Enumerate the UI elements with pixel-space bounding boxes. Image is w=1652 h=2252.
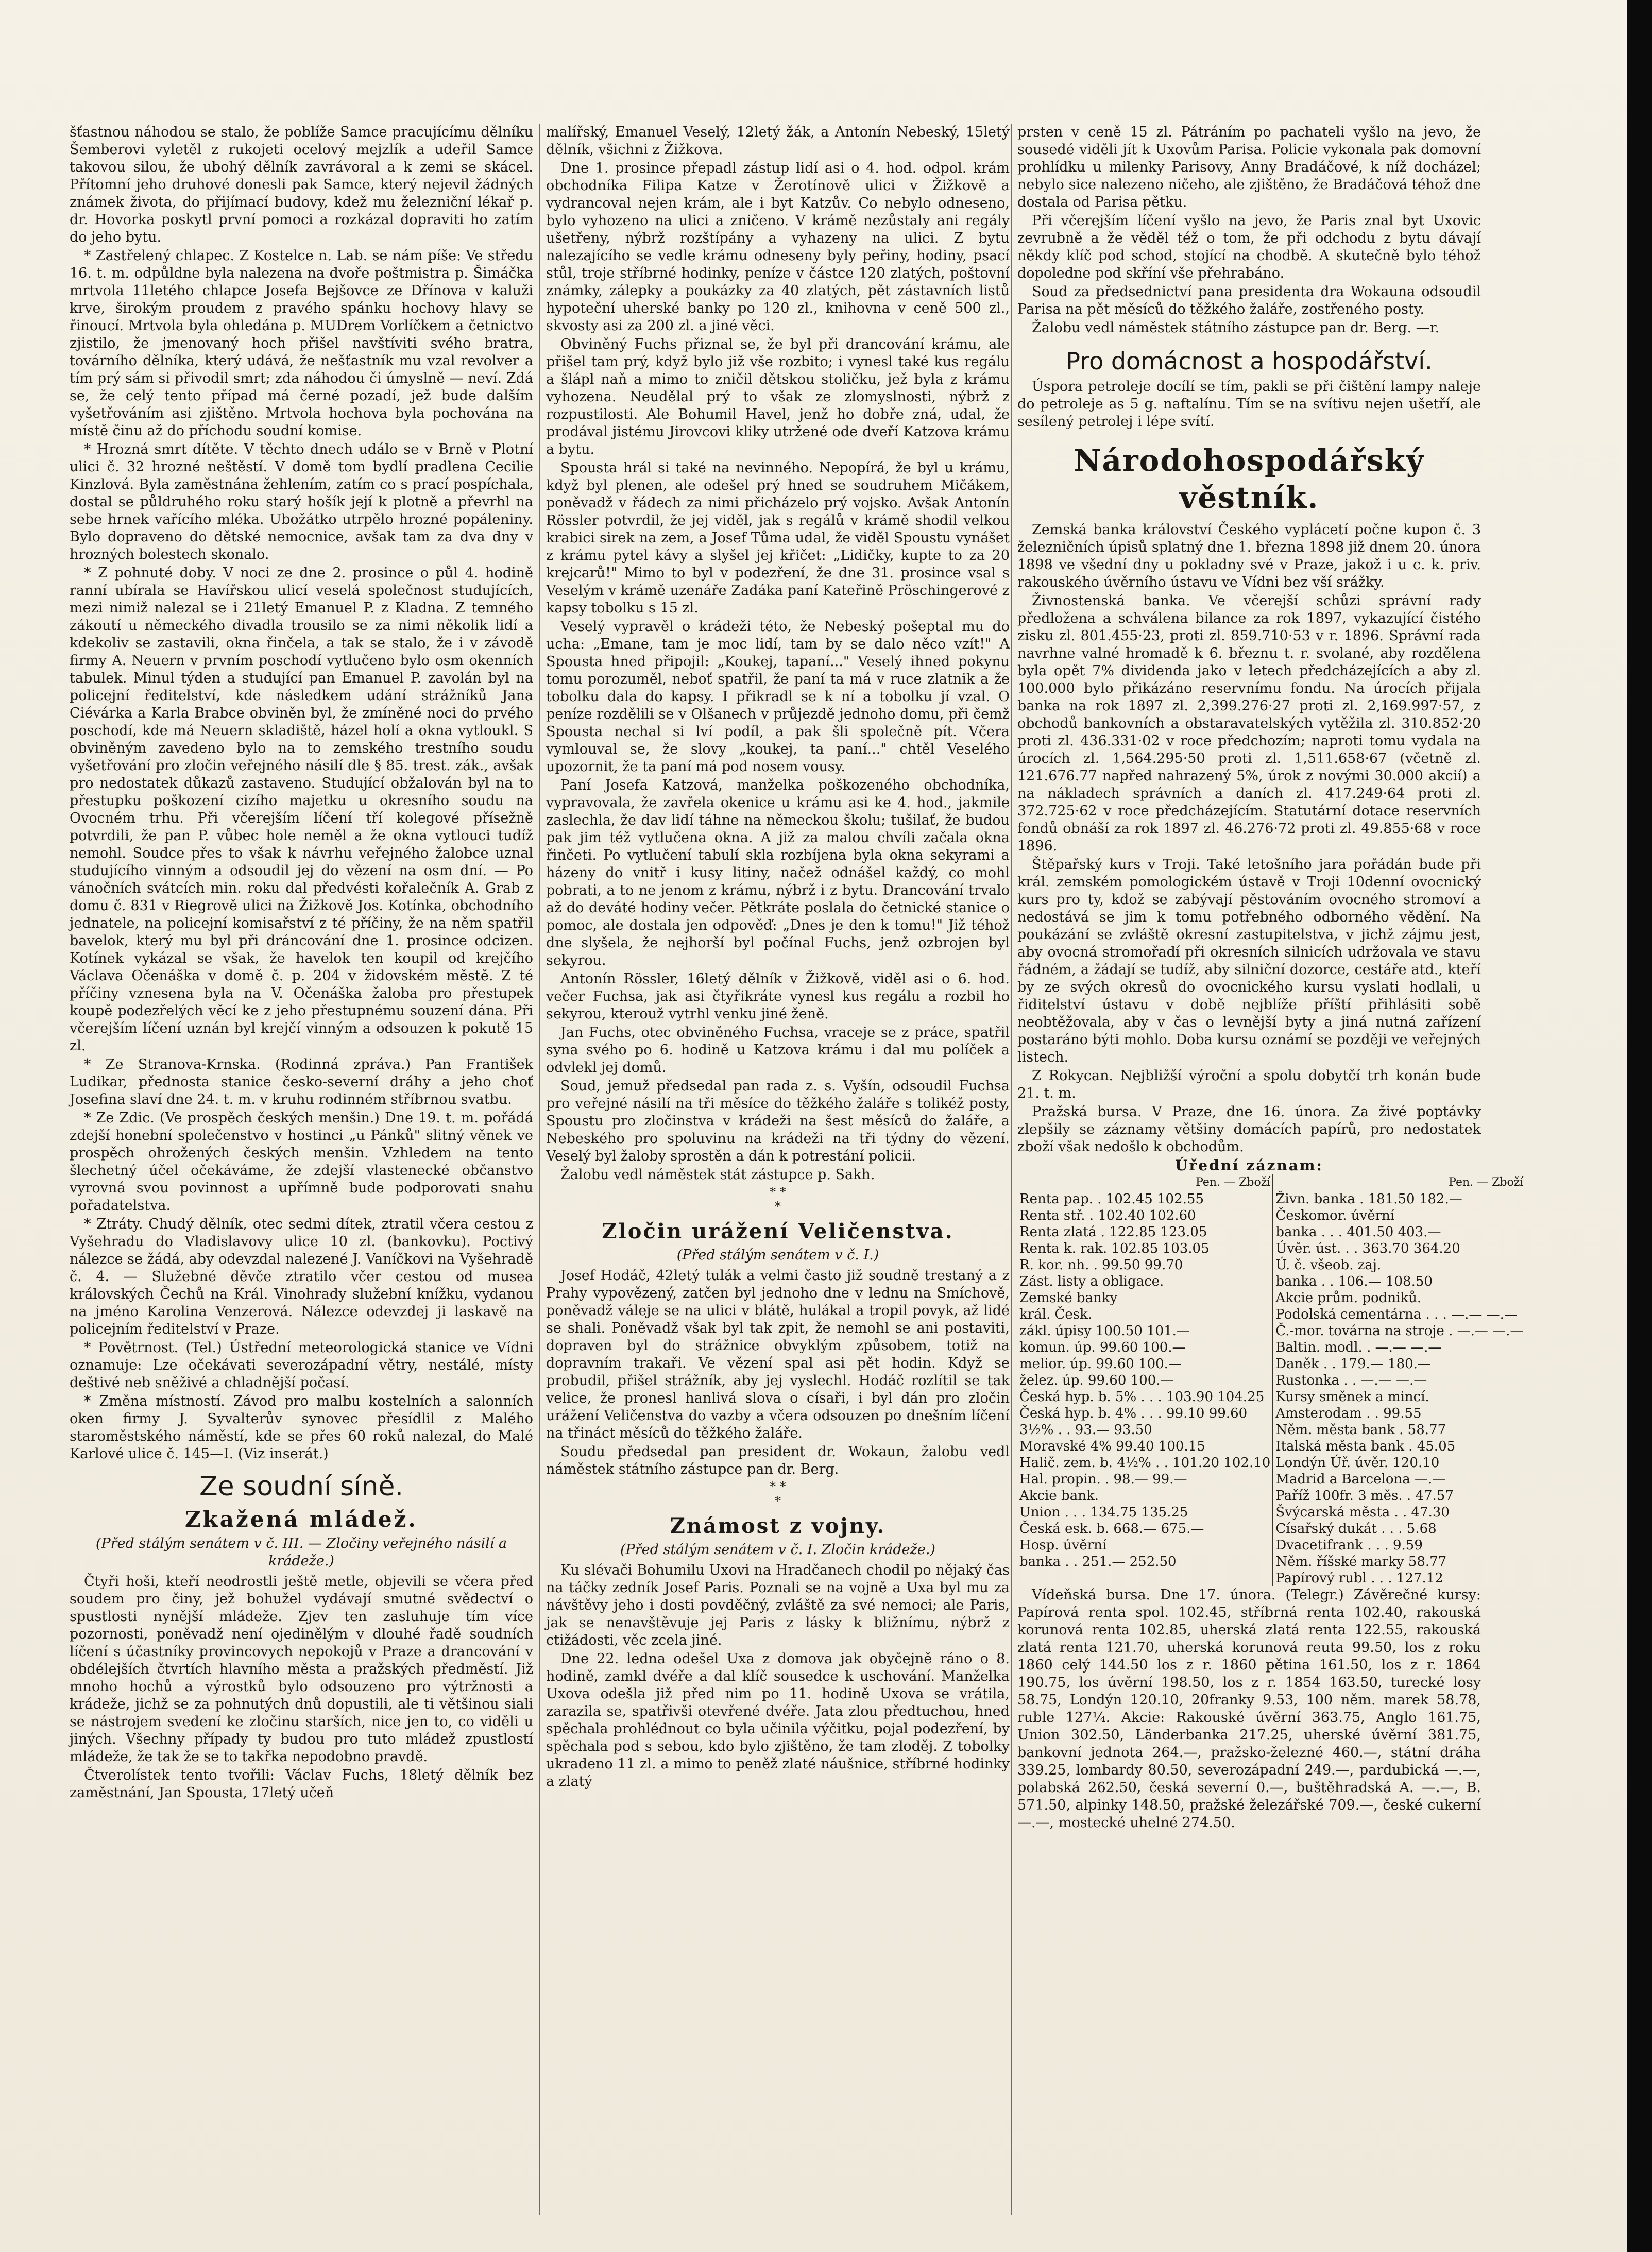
market-cell: Švýcarská města . . 47.30 (1273, 1504, 1525, 1521)
section-title: Národohospodářský věstník. (1074, 443, 1425, 515)
market-cell: Císařský dukát . . . 5.68 (1273, 1521, 1525, 1537)
article-paragraph: Vídeňská bursa. Dne 17. února. (Telegr.) Závěrečné kursy: Papírová renta spol. 102.45, stříbrná renta 102.40, rakouská korunová renta 102.85, uherská zlatá renta 122.55, rakouská zlatá renta 121.70, uherská korunová reuta 99.50, los z roku 1860 celý 144.50 los z r. 1860 pětina 161.50, los z r. 1864 190.75, los úvěrní 198.50, los z r. 1854 163.50, turecké losy 58.75, Londýn 120.10, 20franky 9.53, 100 něm. marek 58.78, ruble 127¼. Akcie: Rakouské úvěrní 363.75, Anglo 161.75, Union 302.50, Länderbanka 217.25, uherské úvěrní 381.75, bankovní jednota 264.—, pražsko-železné 460.—, státní dráha 339.25, lombardy 80.50, severozápadní 249.—, pardubická —.—, polabská 262.50, česká severní 0.—, buštěhradská A. —.—, B. 571.50, alpinky 148.50, pražské železářské 709.—, české cukerní —.—, mostecké uhelné 274.50. (1017, 1587, 1481, 1831)
market-cell: Renta stř. . 102.40 102.60 (1019, 1208, 1196, 1223)
market-row (1017, 1471, 1525, 1488)
news-paragraph: * Ztráty. Chudý dělník, otec sedmi dítek, ztratil včera cestou z Vyšehradu do Vladislavovy ulice 10 zl. (bankovku). Poctivý nálezce se žádá, aby odevzdal nalezené J. Vaníčkovi na Vyšehradě č. 4. — Služebné děvče ztratilo včer cestou od musea královských Čechů na Král. Vinohrady služební knížku, vydanou na jméno Karolina Venzerová. Nálezce odevzdej ji laskavě na policejním ředitelství v Praze. (70, 1216, 533, 1337)
market-cell: Zást. listy a obligace. (1019, 1274, 1164, 1289)
column-left (70, 124, 533, 2220)
news-paragraph: * Ze Stranova-Krnska. (Rodinná zpráva.) Pan František Ludikar, přednosta stanice česko-severní dráhy a jeho choť Josefina slaví dne 24. t. m. v kruhu rodinném stříbrnou svatbu. (70, 1056, 533, 1107)
market-cell: Baltin. modl. . —.— —.— (1273, 1339, 1525, 1356)
market-cell: banka . . 106.— 108.50 (1273, 1273, 1525, 1290)
market-cell: Dvacetifrank . . . 9.59 (1273, 1537, 1525, 1554)
market-cell: zákl. úpisy 100.50 101.— (1019, 1323, 1190, 1339)
market-table-title: Úřední záznam: (1175, 1157, 1323, 1174)
market-cell: Amsterodam . . 99.55 (1273, 1405, 1525, 1422)
market-cell: komun. úp. 99.60 100.— (1019, 1340, 1186, 1355)
market-column-header: Pen. — Zboží (1273, 1174, 1525, 1191)
market-row (1017, 1290, 1525, 1306)
market-cell: Daněk . . 179.— 180.— (1273, 1356, 1525, 1372)
article-paragraph: Josef Hodáč, 42letý tulák a velmi často již soudně trestaný a z Prahy vypovězený, zatčen byl jednoho dne v lednu na Smíchově, poněvadž váleje se na ulici v blátě, hulákal a tropil povyk, až lidé se shali. Poněvadž však byl tak zpit, že nemohl se ani postaviti, dopraven byl do strážnice obvyklým způsobem, totiž na dopravním trakaři. Ve vězení spal asi pět hodin. Když se probudil, přišel strážník, aby jej vyslechl. Hodáč rozlítil se tak velice, že pronesl hanlivá slova o císaři, i byl dán pro zločin urážení Veličenstva do vazby a včera odsouzen po dnešním líčení na třináct měsíců do těžkého žaláře. (546, 1268, 1010, 1441)
market-row (1017, 1339, 1525, 1356)
market-row (1017, 1257, 1525, 1273)
market-cell: Česká hyp. b. 4% . . . 99.10 99.60 (1019, 1406, 1248, 1421)
market-row (1017, 1191, 1525, 1207)
column-middle (546, 124, 1010, 2220)
separator-stars: * * * (770, 1479, 786, 1508)
news-paragraph: * Ze Zdic. (Ve prospěch českých menšin.) Dne 19. t. m. pořádá zdejší honební společenstvo v hostinci „u Pánků" slitný věnek ve prospěch ohrožených českých menšin. Vzhledem na tento šlechetný účel očekáváme, že zdejší vlastenecké občanstvo vyrovná svou povinnost a upřímně bude podporovati snahu pořadatelstva. (70, 1110, 533, 1214)
market-row (1017, 1570, 1525, 1586)
article-paragraph: Ku slévači Bohumilu Uxovi na Hradčanech chodil po nějaký čas na táčky zedník Josef Paris. Poznali se na vojně a Uxa byl mu za návštěvy jeho i dosti povděčný, zvláště za své nemoci; ale Paris, jak se nenavštěvuje jej Paris z lásky k bližnímu, nýbrž z ctižádosti, věc zcela jiné. (546, 1562, 1010, 1648)
market-cell: banka . . . 401.50 403.— (1273, 1224, 1525, 1240)
market-cell: král. Česk. (1019, 1307, 1093, 1322)
market-cell: Česká hyp. b. 5% . . . 103.90 104.25 (1019, 1389, 1265, 1405)
market-cell: Ú. č. všeob. zaj. (1273, 1257, 1525, 1273)
article-paragraph: Zemská banka království Českého vyplácetí počne kupon č. 3 železničních úpisů splatný dne 1. března 1898 již dnem 20. února 1898 ve všední dny u pokladny své v Praze, jakož i u c. k. priv. rakouského úvěrního ústavu ve Vídni bez vší srážky. (1017, 522, 1481, 590)
article-title: Známost z vojny. (670, 1514, 886, 1538)
market-cell: Úvěr. úst. . . 363.70 364.20 (1273, 1240, 1525, 1257)
market-cell: Hal. propin. . 98.— 99.— (1019, 1472, 1187, 1487)
article-paragraph: Obviněný Fuchs přiznal se, že byl při drancování krámu, ale přišel tam prý, když bylo již vše rozbito; i vynesl také kus regálu a šlápl naň a mimo to zničil dětskou stoličku, jež byla z krámu vyhozena. Neudělal prý to však ze zlomyslnosti, nýbrž z rozpustilosti. Ale Bohumil Havel, jenž ho dobře zná, udal, že prodával jistému Jirovcovi kliky utržené ode dveří Katzova krámu a bytu. (546, 336, 1010, 457)
market-row (1017, 1207, 1525, 1224)
news-paragraph: * Z pohnuté doby. V noci ze dne 2. prosince o půl 4. hodině ranní ubírala se Havířskou ulicí veselá společnost studujících, mezi nimiž nalezal se i 21letý Emanuel P. z Kladna. Z temného zákoutí u německého divadla trousilo se za nimi několik lidí a kdekoliv se zastavili, okna řinčela, a tak se stalo, že i v závodě firmy A. Neuern v prvním poschodí vytlučeno bylo osm okenních tabulek. Minul týden a studující pan Emanuel P. zavolán byl na policejní ředitelství, kde následkem udání strážníků Jana Ciévárka a Karla Brabce obviněn byl, že zmíněné noci do prvého poschodí, kde má Neuern skladiště, házel holí a okna vytloukl. S obviněným zavedeno bylo na to zemského trestního soudu vyšetřování pro zločin veřejného násilí dle § 85. trest. zák., avšak pro nedostatek důkazů zastaveno. Studující obžalován byl na to přestupku poškození cizího majetku u okresního soudu na Ovocném trhu. Při včerejším líčení tří kolegové přísežně potvrdili, že pan P. vůbec hole neměl a že okna vytlouci tudíž nemohl. Soudce přes to však k návrhu veřejného žalobce uznal studujícího vinným a odsoudil jej do vězení na osm dní. — Po vánočních svátcích min. roku dal předvésti kořalečník A. Grab z domu č. 831 v Riegrově ulici na Žižkově Jos. Kotínka, obchodního jednatele, na policejní komisařství z té příčiny, že na něm spatřil bavelok, který mu byl při dráncování dne 1. prosince odcizen. Kotínek vykázal se však, že havelok ten koupil od krejčího Václava Očenáška v domě č. p. 204 v židovském městě. Z té příčiny vznesena byla na V. Očenáška žaloba pro přestupek koupě podezřelých věcí ke z jeho přestupnému souzení dána. Při včerejším líčení uznán byl krejčí vinným a odsouzen k pokutě 15 zl. (70, 565, 533, 1054)
market-row (1017, 1521, 1525, 1537)
article-title: Zkažená mládež. (184, 1507, 418, 1532)
article-paragraph: Z Rokycan. Nejbližší výroční a spolu dobytčí trh konán bude 21. t. m. (1017, 1068, 1481, 1101)
market-row (1017, 1240, 1525, 1257)
market-cell: želez. úp. 99.60 100.— (1019, 1373, 1174, 1388)
article-paragraph: Štěpařský kurs v Troji. Také letošního jara pořádán bude při král. zemském pomologickém ústavě v Troji 10denní ovocnický kurs pro ty, kdož se zabývají pěstováním ovocného stromoví a nedostává se jim k tomu potřebného odborného vědění. Na poukázání se zvláště okresní zastupitelstva, v jichž zájmu jest, aby ovocná stromořadí při okresních silnicích udržovala ve stavu řádném, a žádají se tudíž, aby silniční dozorce, cestáře atd., kteří by ze svých okresů do ovocnického kursu vyslati hodlali, u řiditelství ústavu v době nejblíže příští přihlásiti sobě neobtěžovala, aby v čas o levnější byty a jiná nutná zařízení postaráno býti mohlo. Doba kursu oznámí se později ve veřejných listech. (1017, 857, 1481, 1065)
market-column-header: Pen. — Zboží (1196, 1176, 1271, 1189)
market-cell: Union . . . 134.75 135.25 (1019, 1505, 1188, 1520)
article-paragraph: Žalobu vedl náměstek stát zástupce p. Sakh. (560, 1167, 875, 1183)
market-row (1017, 1554, 1525, 1570)
article-paragraph: Soudu předsedal pan president dr. Wokaun, žalobu vedl náměstek státního zástupce pan dr. Berg. (546, 1444, 1010, 1477)
market-row (1017, 1455, 1525, 1471)
market-cell: R. kor. nh. . 99.50 99.70 (1019, 1257, 1183, 1273)
market-cell: Č.-mor. továrna na stroje . —.— —.— (1273, 1323, 1525, 1339)
section-title: Pro domácnost a hospodářství. (1066, 347, 1433, 375)
market-row (1017, 1422, 1525, 1438)
article-paragraph: Pražská bursa. V Praze, dne 16. února. Za živé poptávky zlepšily se záznamy většiny domácích papírů, pro nedostatek zboží však nedošlo k obchodům. (1017, 1104, 1481, 1155)
market-cell: Rustonka . . —.— —.— (1273, 1372, 1525, 1389)
news-paragraph: * Povětrnost. (Tel.) Ústřední meteorologická stanice ve Vídni oznamuje: Lze očekávati severozápadní větry, nestálé, místy deštivé neb sněživé a chladnější počasí. (70, 1340, 533, 1391)
market-cell: Kursy směnek a mincí. (1273, 1389, 1525, 1405)
news-paragraph: šťastnou náhodou se stalo, že poblíže Samce pracujícímu dělníku Šemberovi vyletěl z rukojeti ocelový mejzlík a udeřil Samce takovou silou, že ubohý dělník zavrávoral a k zemi se skácel. Přítomní jeho druhové donesli pak Samce, který nejevil žádných známek života, do přijímací budovy, kdež mu železniční lékař p. dr. Hovorka poskytl první pomoci a rozkázal dopraviti ho zatím do jeho bytu. (70, 124, 533, 245)
market-cell: Něm. říšské marky 58.77 (1273, 1554, 1525, 1570)
market-cell: Renta zlatá . 122.85 123.05 (1019, 1224, 1207, 1240)
news-paragraph: * Změna místností. Závod pro malbu kostelních a salonních oken firmy J. Syvalterův synovec přesídlil z Malého staroměstského náměstí, kde se přes 60 roků nalezal, do Malé Karlové ulice č. 145—I. (Viz inserát.) (70, 1393, 533, 1462)
column-right (1017, 124, 1524, 2220)
article-subtitle: (Před stálým senátem v č. I. Zločin krádeže.) (620, 1542, 935, 1558)
market-cell: Hosp. úvěrní (1019, 1538, 1107, 1553)
market-cell: Paříž 100fr. 3 měs. . 47.57 (1273, 1488, 1525, 1504)
article-paragraph: Úspora petroleje docílí se tím, pakli se při čištění lampy naleje do petroleje as 5 g. naftalínu. Tím se na svítivu nejen ušetří, ale sesílený petrolej i lépe svítí. (1017, 379, 1481, 430)
market-row (1017, 1488, 1525, 1504)
market-row (1017, 1306, 1525, 1323)
market-cell: Halič. zem. b. 4½% . . 101.20 102.10 (1019, 1455, 1271, 1471)
market-cell: Moravské 4% 99.40 100.15 (1019, 1439, 1205, 1454)
market-cell: melior. úp. 99.60 100.— (1019, 1356, 1182, 1372)
article-paragraph: Veselý vypravěl o krádeži této, že Nebeský pošeptal mu do ucha: „Emane, tam je moc lidí, tam by se dalo něco vzít!" A Spousta hned připojil: „Koukej, tapaní..." Veselý ihned pokynu tomu porozuměl, neboť spatřil, že paní ta má v ruce zlatnik a že tobolku dala do kapsy. I přikradl se k ní a tobolku jí vzal. O peníze rozdělili se v Olšanech v průjezdě jednoho domu, při čemž Spousta nechal si lví podíl, a pak šli společně pít. Včera vymlouval se, že slovy „koukej, ta paní..." chtěl Veselého upozornit, že ta paní má pod nosem vousy. (546, 619, 1010, 775)
article-subtitle: (Před stálým senátem v č. I.) (676, 1247, 879, 1263)
article-paragraph: Žalobu vedl náměstek státního zástupce pan dr. Berg. —r. (1032, 320, 1440, 336)
market-row (1017, 1537, 1525, 1554)
article-paragraph: Při včerejším líčení vyšlo na jevo, že Paris znal byt Uxovic zevrubně a že věděl též o tom, že při odchodu z bytu dávají někdy klíč pod schod, stojící na chodbě. A skutečně bylo téhož dopoledne pod skříní vše přehrabáno. (1017, 213, 1481, 281)
market-cell: Něm. města bank . 58.77 (1273, 1422, 1525, 1438)
news-paragraph: * Zastřelený chlapec. Z Kostelce n. Lab. se nám píše: Ve středu 16. t. m. odpůldne byla nalezena na dvoře poštmistra p. Šimáčka mrtvola 11letého chlapce Josefa Bejšovce ze Dřínova v kaluži krve, širokým proudem z pravého spánku hochovy hlavy se řinoucí. Mrtvola byla ohledána p. MUDrem Vorlíčkem a četnictvo zjistilo, že jmenovaný hoch přišel navštíviti svého bratra, továrního dělníka, který udává, že nešťastník mu vzal revolver a tím prý sám si přivodil smrt; zda náhodou či úmyslně — neví. Zdá se, že celý tento případ má černé pozadí, jež bude dalším vyšetřováním asi zjištěno. Mrtvola hochova byla pochována na místě činu až do příchodu soudní komise. (70, 248, 533, 439)
article-paragraph: Spousta hrál si také na nevinného. Nepopírá, že byl u krámu, když byl plenen, ale odešel prý hned se soudruhem Mičákem, poněvadž v řádech za nimi přicházelo prý vojsko. Avšak Antonín Rössler potvrdil, že jej viděl, jak s regálů v krámě shodil velkou krabici sirek na zem, a Josef Tůma udal, že viděl Spoustu vynášet z krámu pytel kávy a slyšel jej křičet: „Lidičky, kupte to za 20 krejcarů!" Mimo to byl v podezření, že dne 31. prosince vsal s Veselým v krámě uzenáře Zadáka paní Kateřině Pröschingerové z kapsy tobolku s 15 zl. (546, 460, 1010, 616)
article-paragraph: Soud, jemuž předsedal pan rada z. s. Vyšín, odsoudil Fuchsa pro veřejné násilí na tři měsíce do těžkého žaláře s tolikéž posty, Spoustu pro zločinstva v krádeži na šest měsíců do žaláře, a Nebeského pro spoluvinu na krádeži na tři týdny do vězení. Veselý byl žaloby sprostěn a dán k potrestání policii. (546, 1078, 1010, 1164)
market-row (1017, 1323, 1525, 1339)
article-paragraph: Čtverolístek tento tvořili: Václav Fuchs, 18letý dělník bez zaměstnání, Jan Spousta, 17letý učeň (70, 1767, 533, 1801)
market-cell: Renta pap. . 102.45 102.55 (1019, 1191, 1204, 1207)
market-row (1017, 1504, 1525, 1521)
article-subtitle: (Před stálým senátem v č. III. — Zločiny veřejného násilí a krádeže.) (95, 1536, 507, 1569)
column-divider (1011, 124, 1012, 2215)
scan-mark (1631, 5, 1643, 21)
article-paragraph: Antonín Rössler, 16letý dělník v Žižkově, viděl asi o 6. hod. večer Fuchsa, jak asi čtyřikráte vynesl kus regálu a rozbil ho sekyrou, kterouž vytrhl venku jiné ženě. (546, 971, 1010, 1022)
article-paragraph: Živnostenská banka. Ve včerejší schůzi správní rady předložena a schválena bilance za rok 1897, vykazující čistého zisku zl. 801.455·23, proti zl. 859.710·53 v r. 1896. Správní rada navrhne valné hromadě k 6. březnu t. r. svolané, aby rozdělena byla opět 7% dividenda jako v letech předcházejících a aby zl. 100.000 bylo přikázáno reservnímu fondu. Na úrocích přijala banka na rok 1897 zl. 2,399.276·27 proti zl. 2,169.997·57, z obchodů bankovních a obstaravatelských vytěžila zl. 310.852·20 proti zl. 436.331·02 v roce předchozím; naproti tomu vydala na úrocích zl. 1,564.295·50 proti zl. 1,511.658·67 (včetně zl. 121.676.77 napřed nahrazený 5%, úrok z novými 30.000 akcií) a na nákladech správních a daních zl. 417.249·64 proti zl. 372.725·62 v roce předcházejícím. Statutární dotace reservních fondů obnáší za rok 1897 zl. 46.276·72 proti zl. 49.855·68 v roce 1896. (1017, 593, 1481, 854)
market-cell: Akcie bank. (1019, 1488, 1099, 1504)
market-table (1017, 1174, 1525, 1586)
market-row (1017, 1372, 1525, 1389)
market-cell: Akcie prům. podniků. (1273, 1290, 1525, 1306)
market-cell: Podolská cementárna . . . —.— —.— (1273, 1306, 1525, 1323)
section-title: Ze soudní síně. (199, 1471, 403, 1502)
article-paragraph: Jan Fuchs, otec obviněného Fuchsa, vraceje se z práce, spatřil syna svého po 6. hodině u Katzova krámu i dal mu políček a odvlekl jej domů. (546, 1025, 1010, 1076)
market-cell: banka . . 251.— 252.50 (1019, 1554, 1177, 1569)
market-cell: Madrid a Barcelona —.— (1273, 1471, 1525, 1488)
market-cell: Zemské banky (1019, 1290, 1118, 1306)
article-paragraph: Čtyři hoši, kteří neodrostli ještě metle, objevili se včera před soudem pro činy, jež bohužel vydávají smutné svědectví o spustlosti nynější mládeže. Zjev ten zasluhuje tím více pozornosti, poněvadž není ojedinělým v dlouhé řadě soudních líčení s účastníky provincovych nepokojů v Praze a drancování v obdélejších čtvrtích hlavního města a pražských předměstí. Již mnoho hochů a výrostků bylo odsouzeno pro výtržnosti a krádeže, jichž se za pohnutých dnů dopustili, ale ti většinou siali se nástrojem svedení ke zločinu starších, nice jen to, co viděli u jiných. Všechny případy ty budou pro tuto mládež zpustlostí mládeže, že tak že se to takřka nepodobno pravdě. (70, 1574, 533, 1765)
market-header-row (1017, 1174, 1525, 1191)
market-row (1017, 1224, 1525, 1240)
market-cell: Renta k. rak. 102.85 103.05 (1019, 1241, 1210, 1256)
market-row (1017, 1389, 1525, 1405)
article-paragraph: malířský, Emanuel Veselý, 12letý žák, a Antonín Nebeský, 15letý dělník, všichni z Žižkova. (546, 124, 1010, 158)
market-cell: Italská města bank . 45.05 (1273, 1438, 1525, 1455)
article-paragraph: prsten v ceně 15 zl. Pátráním po pachateli vyšlo na jevo, že sousedé viděli jít k Uxovům Parisa. Policie vykonala pak domovní prohlídku u milenky Parisovy, Anny Bradáčové, k níž docházel; nebylo sice nalezeno ničeho, ale zjištěno, že Bradáčová téhož dne dostala od Parisa pětku. (1017, 124, 1481, 210)
market-cell: Českomor. úvěrní (1273, 1207, 1525, 1224)
scan-border (1627, 0, 1652, 2252)
separator-stars: * * * (770, 1185, 786, 1214)
market-cell (1017, 1570, 1273, 1586)
market-cell: Živn. banka . 181.50 182.— (1273, 1191, 1525, 1207)
market-row (1017, 1405, 1525, 1422)
article-paragraph: Dne 22. ledna odešel Uxa z domova jak obyčejně ráno o 8. hodině, zamkl dvéře a dal klíč sousedce k uschování. Manželka Uxova odešla již před nim po 11. hodině Uxova se vrátila, zarazila se, spatřivši otevřené dvéře. Jata zlou předtuchou, hned spěchala prohlédnout co byla učinila výčitku, pojal podezření, by spěchala pod s sebou, kdo bylo zjištěno, že tam zloděj. Z tobolky ukradeno 11 zl. a mimo to peněž zlaté náušnice, stříbrné hodinky a zlatý (546, 1651, 1010, 1789)
market-cell: Londýn Úř. úvěr. 120.10 (1273, 1455, 1525, 1471)
column-divider (539, 124, 540, 2215)
market-row (1017, 1356, 1525, 1372)
market-cell: 3½% . . 93.— 93.50 (1019, 1422, 1152, 1438)
market-row (1017, 1438, 1525, 1455)
article-paragraph: Paní Josefa Katzová, manželka poškozeného obchodníka, vypravovala, že zavřela okenice u krámu asi ke 4. hod., jakmile zaslechla, že dav lidí táhne na německou školu; tušilať, že budou pak jim též vytlučena okna. A již za malou chvíli začala okna řinčeti. Po vytlučení tabulí skla rozbíjena byla okna sekyrami a házeny do vnitř i kusy litiny, načež odnášel každý, co mohl pobrati, a to ne jenom z krámu, nýbrž i z bytu. Drancování trvalo až do deváté hodiny večer. Pětkráte poslala do četnické stanice o pomoc, ale dostala jen odpověď: „Dnes je den k tomu!" Již téhož dne slyšela, že nejhorší byl počínal Fuchs, jenž ozbrojen byl sekyrou. (546, 777, 1010, 968)
article-paragraph: Soud za předsednictví pana presidenta dra Wokauna odsoudil Parisa na pět měsíců do těžkého žaláře, zostřeného posty. (1017, 284, 1481, 317)
article-paragraph: Dne 1. prosince přepadl zástup lidí asi o 4. hod. odpol. krám obchodníka Filipa Katze v Žerotínově ulici v Žižkově a vydrancoval nejen krám, ale i byt Katzův. Co nebylo odneseno, bylo vyhozeno na ulici a zničeno. V krámě nezůstaly ani regály ušetřeny, nýbrž rozštípány a vyhazeny na ulici. Z bytu nalezajícího se vedle krámu odneseny byly peřiny, hodiny, psací stůl, troje stříbrné hodinky, peníze v částce 120 zlatých, poštovní známky, zálepky a poukázky za 40 zlatých, pět zástavních listů hypoteční uherské banky po 120 zl., knihovna v ceně 500 zl., skvosty asi za 200 zl. a jiné věci. (546, 160, 1010, 334)
market-row (1017, 1273, 1525, 1290)
news-paragraph: * Hrozná smrt dítěte. V těchto dnech událo se v Brně v Plotní ulici č. 32 hrozné neštěstí. V domě tom bydlí pradlena Cecilie Kinzlová. Byla zaměstnána žehlením, zatím co s prací pospíchala, dostal se půldruhého roku starý hošík její k plotně a převrhl na sebe hrnek vařícího mléka. Ubožátko utrpělo hrozné popáleniny. Bylo dopraveno do dětské nemocnice, avšak tam za dva dny v hrozných bolestech skonalo. (70, 441, 533, 562)
market-cell: Papírový rubl . . . 127.12 (1273, 1570, 1525, 1586)
article-title: Zločin urážení Veličenstva. (602, 1219, 954, 1243)
market-cell: Česká esk. b. 668.— 675.— (1019, 1521, 1204, 1537)
